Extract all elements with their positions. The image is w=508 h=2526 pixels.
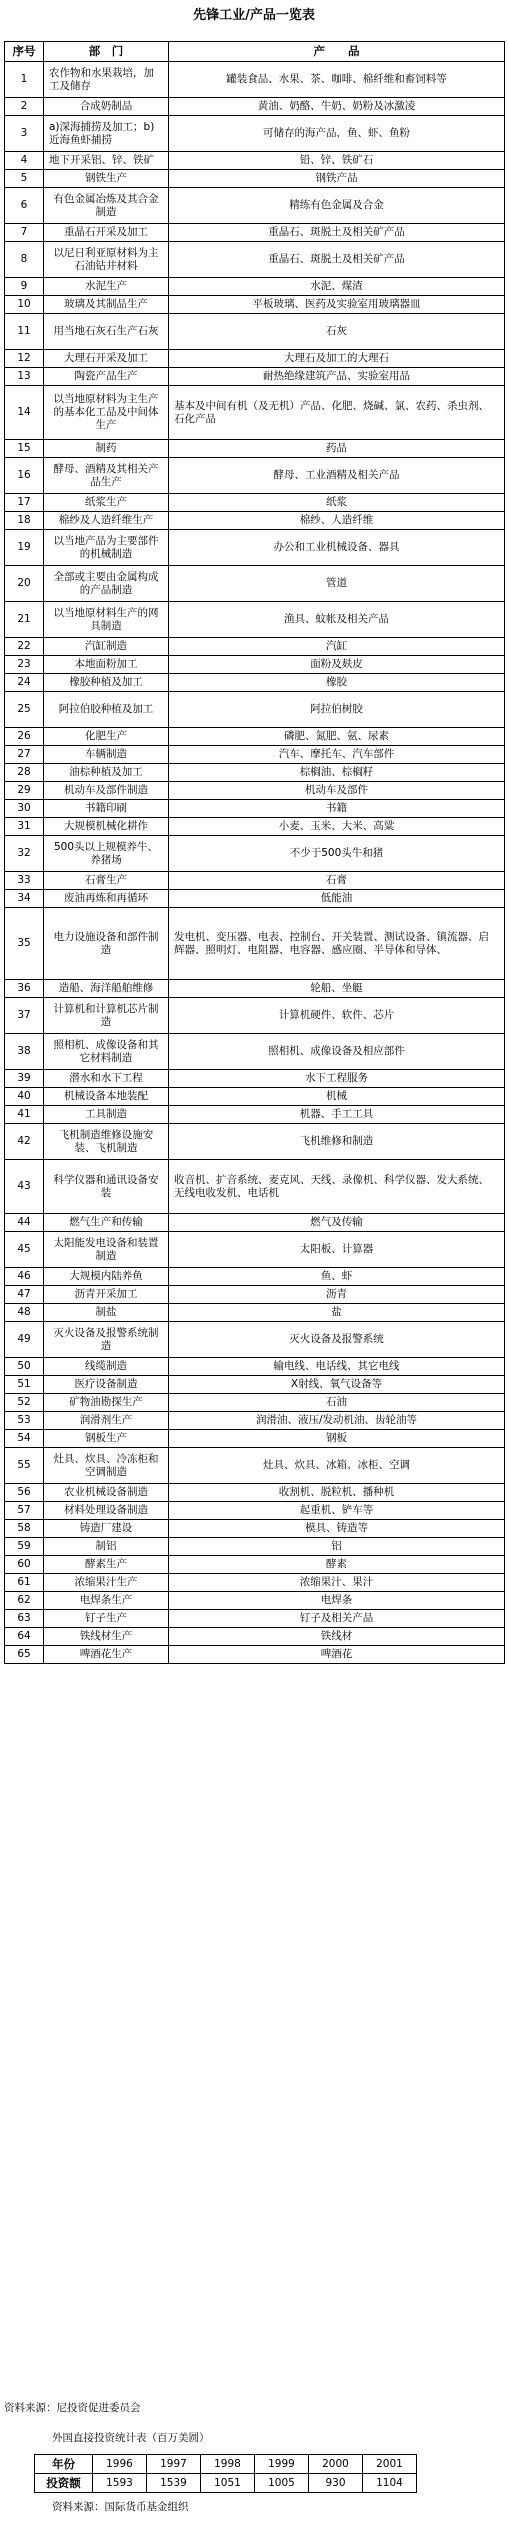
- fdi-value: 1593: [93, 2474, 147, 2493]
- row-number: 24: [5, 674, 44, 692]
- row-product: 鱼、虾: [169, 1268, 505, 1286]
- fdi-year: 1999: [255, 2455, 309, 2474]
- row-sector: 材料处理设备制造: [44, 1502, 169, 1520]
- row-sector: 以当地原材料生产的网具制造: [44, 602, 169, 638]
- row-number: 5: [5, 170, 44, 188]
- row-number: 56: [5, 1484, 44, 1502]
- row-product: 不少于500头牛和猪: [169, 836, 505, 872]
- row-sector: 机械设备本地装配: [44, 1088, 169, 1106]
- row-number: 58: [5, 1520, 44, 1538]
- row-product: 大理石及加工的大理石: [169, 350, 505, 368]
- row-number: 26: [5, 728, 44, 746]
- row-product: X射线、氧气设备等: [169, 1376, 505, 1394]
- row-sector: 造船、海洋船舶维修: [44, 980, 169, 998]
- fdi-year: 1998: [201, 2455, 255, 2474]
- row-number: 9: [5, 278, 44, 296]
- row-sector: 电力设施设备和部件制造: [44, 908, 169, 980]
- table-row: [5, 818, 505, 836]
- fdi-year: 1996: [93, 2455, 147, 2474]
- row-sector: 电焊条生产: [44, 1592, 169, 1610]
- row-product: 起重机、铲车等: [169, 1502, 505, 1520]
- row-number: 23: [5, 656, 44, 674]
- row-sector: 潜水和水下工程: [44, 1070, 169, 1088]
- row-product: 机械: [169, 1088, 505, 1106]
- row-sector: 书籍印刷: [44, 800, 169, 818]
- table-row: [5, 908, 505, 980]
- row-number: 62: [5, 1592, 44, 1610]
- row-product: 棉纱、人造纤维: [169, 512, 505, 530]
- row-sector: 灭火设备及报警系统制造: [44, 1322, 169, 1358]
- row-sector: 农业机械设备制造: [44, 1484, 169, 1502]
- row-sector: 以当地产品为主要部件的机械制造: [44, 530, 169, 566]
- row-number: 7: [5, 224, 44, 242]
- table-row: [5, 368, 505, 386]
- row-number: 39: [5, 1070, 44, 1088]
- fdi-value: 930: [309, 2474, 363, 2493]
- row-product: 汽缸: [169, 638, 505, 656]
- row-sector: 计算机和计算机芯片制造: [44, 998, 169, 1034]
- row-number: 44: [5, 1214, 44, 1232]
- row-sector: 车辆制造: [44, 746, 169, 764]
- row-product: 耐热绝缘建筑产品、实验室用品: [169, 368, 505, 386]
- table-row: [5, 1268, 505, 1286]
- row-sector: 铸造厂建设: [44, 1520, 169, 1538]
- row-number: 47: [5, 1286, 44, 1304]
- row-product: 收音机、扩音系统、麦克风、天线、录像机、科学仪器、发大系统、无线电收发机、电话机: [169, 1160, 505, 1214]
- row-sector: 大规模内陆养鱼: [44, 1268, 169, 1286]
- row-sector: 润滑剂生产: [44, 1412, 169, 1430]
- row-number: 4: [5, 152, 44, 170]
- table-row: [5, 116, 505, 152]
- table-row: [5, 1070, 505, 1088]
- row-number: 53: [5, 1412, 44, 1430]
- row-sector: 机动车及部件制造: [44, 782, 169, 800]
- table-row: [5, 98, 505, 116]
- table-row: [5, 1232, 505, 1268]
- header-sector: 部 门: [44, 42, 169, 62]
- table-row: [5, 674, 505, 692]
- row-product: 纸浆: [169, 494, 505, 512]
- row-sector: 制盐: [44, 1304, 169, 1322]
- row-sector: 重晶石开采及加工: [44, 224, 169, 242]
- table-row: [5, 872, 505, 890]
- row-number: 49: [5, 1322, 44, 1358]
- row-number: 28: [5, 764, 44, 782]
- row-number: 31: [5, 818, 44, 836]
- row-number: 20: [5, 566, 44, 602]
- row-sector: 工具制造: [44, 1106, 169, 1124]
- row-product: 输电线、电话线、其它电线: [169, 1358, 505, 1376]
- row-sector: 大规模机械化耕作: [44, 818, 169, 836]
- table-row: [5, 1034, 505, 1070]
- table-row: [5, 314, 505, 350]
- table-row: [5, 224, 505, 242]
- row-number: 42: [5, 1124, 44, 1160]
- row-number: 37: [5, 998, 44, 1034]
- table-row: [5, 1628, 505, 1646]
- row-number: 46: [5, 1268, 44, 1286]
- row-product: 石油: [169, 1394, 505, 1412]
- table-row: [5, 152, 505, 170]
- row-product: 啤酒花: [169, 1646, 505, 1664]
- table-row: [5, 386, 505, 440]
- row-sector: 燃气生产和传输: [44, 1214, 169, 1232]
- table-row: [5, 728, 505, 746]
- header-num: 序号: [5, 42, 44, 62]
- table-row: [5, 1484, 505, 1502]
- fdi-value: 1051: [201, 2474, 255, 2493]
- table-row: [5, 512, 505, 530]
- row-sector: 酵素生产: [44, 1556, 169, 1574]
- row-product: 浓缩果汁、果汁: [169, 1574, 505, 1592]
- header-product: 产 品: [169, 42, 505, 62]
- row-product: 盐: [169, 1304, 505, 1322]
- row-product: 罐装食品、水果、茶、咖啡、棉纤维和畜饲料等: [169, 62, 505, 98]
- row-product: 基本及中间有机（及无机）产品、化肥、烧碱、氯、农药、杀虫剂、石化产品: [169, 386, 505, 440]
- row-number: 15: [5, 440, 44, 458]
- row-product: 黄油、奶酪、牛奶、奶粉及冰激凌: [169, 98, 505, 116]
- fdi-value-header: 投资额: [35, 2474, 93, 2493]
- row-sector: 本地面粉加工: [44, 656, 169, 674]
- row-sector: 油棕种植及加工: [44, 764, 169, 782]
- row-product: 书籍: [169, 800, 505, 818]
- fdi-value-row: [35, 2474, 417, 2493]
- row-product: 石膏: [169, 872, 505, 890]
- row-number: 11: [5, 314, 44, 350]
- row-number: 64: [5, 1628, 44, 1646]
- table-row: [5, 836, 505, 872]
- row-number: 38: [5, 1034, 44, 1070]
- row-number: 13: [5, 368, 44, 386]
- row-product: 酵素: [169, 1556, 505, 1574]
- row-sector: 飞机制造维修设施安装、飞机制造: [44, 1124, 169, 1160]
- table-row: [5, 1286, 505, 1304]
- row-number: 14: [5, 386, 44, 440]
- row-sector: 啤酒花生产: [44, 1646, 169, 1664]
- row-product: 水泥、煤渣: [169, 278, 505, 296]
- row-number: 51: [5, 1376, 44, 1394]
- fdi-table-caption: 外国直接投资统计表（百万美圆）: [52, 2432, 210, 2444]
- table-row: [5, 278, 505, 296]
- table-row: [5, 170, 505, 188]
- fdi-table: [34, 2454, 417, 2493]
- row-product: 太阳板、计算器: [169, 1232, 505, 1268]
- row-number: 61: [5, 1574, 44, 1592]
- row-sector: 灶具、炊具、冷冻柜和空调制造: [44, 1448, 169, 1484]
- table-row: [5, 746, 505, 764]
- row-product: 收割机、脱粒机、播种机: [169, 1484, 505, 1502]
- table-row: [5, 1412, 505, 1430]
- table-row: [5, 566, 505, 602]
- row-product: 机器、手工工具: [169, 1106, 505, 1124]
- row-product: 重晶石、斑脱土及相关矿产品: [169, 242, 505, 278]
- table-row: [5, 530, 505, 566]
- table-row: [5, 764, 505, 782]
- row-sector: 玻璃及其制品生产: [44, 296, 169, 314]
- row-sector: 500头以上规模养牛、养猪场: [44, 836, 169, 872]
- fdi-value: 1539: [147, 2474, 201, 2493]
- table-row: [5, 782, 505, 800]
- row-product: 润滑油、液压/发动机油、齿轮油等: [169, 1412, 505, 1430]
- row-sector: 棉纱及人造纤维生产: [44, 512, 169, 530]
- row-number: 10: [5, 296, 44, 314]
- row-number: 16: [5, 458, 44, 494]
- row-sector: 照相机、成像设备和其它材料制造: [44, 1034, 169, 1070]
- row-sector: 医疗设备制造: [44, 1376, 169, 1394]
- table-row: [5, 656, 505, 674]
- row-sector: a)深海捕捞及加工；b)近海鱼虾捕捞: [44, 116, 169, 152]
- row-sector: 浓缩果汁生产: [44, 1574, 169, 1592]
- row-product: 飞机维修和制造: [169, 1124, 505, 1160]
- table-body: [5, 62, 505, 1664]
- row-product: 铁线材: [169, 1628, 505, 1646]
- table-row: [5, 1304, 505, 1322]
- row-sector: 橡胶种植及加工: [44, 674, 169, 692]
- table-row: [5, 1646, 505, 1664]
- table-row: [5, 62, 505, 98]
- row-product: 燃气及传输: [169, 1214, 505, 1232]
- row-number: 21: [5, 602, 44, 638]
- row-product: 钢铁产品: [169, 170, 505, 188]
- row-number: 30: [5, 800, 44, 818]
- row-number: 60: [5, 1556, 44, 1574]
- table-row: [5, 980, 505, 998]
- table-row: [5, 1106, 505, 1124]
- row-number: 41: [5, 1106, 44, 1124]
- row-sector: 合成奶制品: [44, 98, 169, 116]
- row-sector: 水泥生产: [44, 278, 169, 296]
- table-row: [5, 494, 505, 512]
- row-sector: 制铝: [44, 1538, 169, 1556]
- table-row: [5, 1394, 505, 1412]
- row-sector: 沥青开采加工: [44, 1286, 169, 1304]
- fdi-year: 2001: [363, 2455, 417, 2474]
- table-row: [5, 1214, 505, 1232]
- row-sector: 钢铁生产: [44, 170, 169, 188]
- row-number: 18: [5, 512, 44, 530]
- row-number: 12: [5, 350, 44, 368]
- row-sector: 有色金属冶炼及其合金制造: [44, 188, 169, 224]
- row-number: 25: [5, 692, 44, 728]
- row-sector: 纸浆生产: [44, 494, 169, 512]
- table-row: [5, 1376, 505, 1394]
- row-number: 50: [5, 1358, 44, 1376]
- row-product: 钢板: [169, 1430, 505, 1448]
- row-product: 棕榈油、棕榈籽: [169, 764, 505, 782]
- row-product: 磷肥、氮肥、氨、尿素: [169, 728, 505, 746]
- table-row: [5, 692, 505, 728]
- fdi-year: 1997: [147, 2455, 201, 2474]
- row-number: 17: [5, 494, 44, 512]
- row-sector: 大理石开采及加工: [44, 350, 169, 368]
- row-product: 重晶石、斑脱土及相关矿产品: [169, 224, 505, 242]
- row-product: 机动车及部件: [169, 782, 505, 800]
- fdi-year-row: [35, 2455, 417, 2474]
- row-sector: 汽缸制造: [44, 638, 169, 656]
- fdi-source-note: 资料来源：国际货币基金组织: [52, 2501, 189, 2513]
- row-product: 渔具、蚊帐及相关产品: [169, 602, 505, 638]
- row-sector: 全部或主要由金属构成的产品制造: [44, 566, 169, 602]
- row-number: 27: [5, 746, 44, 764]
- row-product: 灶具、炊具、冰箱、冰柜、空调: [169, 1448, 505, 1484]
- row-product: 石灰: [169, 314, 505, 350]
- source-note: 资料来源：尼投资促进委员会: [4, 2402, 141, 2414]
- row-number: 32: [5, 836, 44, 872]
- table-row: [5, 800, 505, 818]
- row-product: 模具、铸造等: [169, 1520, 505, 1538]
- row-product: 低能油: [169, 890, 505, 908]
- table-row: [5, 890, 505, 908]
- row-product: 面粉及麸皮: [169, 656, 505, 674]
- table-row: [5, 440, 505, 458]
- table-row: [5, 458, 505, 494]
- table-row: [5, 1358, 505, 1376]
- row-sector: 阿拉伯胶种植及加工: [44, 692, 169, 728]
- row-sector: 制药: [44, 440, 169, 458]
- row-sector: 废油再炼和再循环: [44, 890, 169, 908]
- row-sector: 化肥生产: [44, 728, 169, 746]
- row-product: 铅、锌、铁矿石: [169, 152, 505, 170]
- row-number: 55: [5, 1448, 44, 1484]
- row-sector: 酵母、酒精及其相关产品生产: [44, 458, 169, 494]
- row-number: 63: [5, 1610, 44, 1628]
- row-product: 发电机、变压器、电表、控制台、开关装置、测试设备、镇流器、启辉器、照明灯、电阻器、电容器、感应圈、半导体和导体、: [169, 908, 505, 980]
- row-number: 57: [5, 1502, 44, 1520]
- row-product: 电焊条: [169, 1592, 505, 1610]
- row-product: 小麦、玉米、大米、高粱: [169, 818, 505, 836]
- table-row: [5, 998, 505, 1034]
- row-product: 阿拉伯树胶: [169, 692, 505, 728]
- row-product: 轮船、坐艇: [169, 980, 505, 998]
- row-sector: 农作物和水果栽培，加工及储存: [44, 62, 169, 98]
- row-sector: 矿物油勘探生产: [44, 1394, 169, 1412]
- row-product: 水下工程服务: [169, 1070, 505, 1088]
- table-row: [5, 1124, 505, 1160]
- row-sector: 地下开采铝、锌、铁矿: [44, 152, 169, 170]
- row-product: 汽车、摩托车、汽车部件: [169, 746, 505, 764]
- row-product: 铝: [169, 1538, 505, 1556]
- table-row: [5, 1520, 505, 1538]
- row-number: 6: [5, 188, 44, 224]
- row-product: 橡胶: [169, 674, 505, 692]
- row-number: 48: [5, 1304, 44, 1322]
- table-row: [5, 1556, 505, 1574]
- row-number: 8: [5, 242, 44, 278]
- table-row: [5, 1088, 505, 1106]
- row-product: 酵母、工业酒精及相关产品: [169, 458, 505, 494]
- row-number: 34: [5, 890, 44, 908]
- row-sector: 线缆制造: [44, 1358, 169, 1376]
- row-sector: 陶瓷产品生产: [44, 368, 169, 386]
- table-row: [5, 1574, 505, 1592]
- table-row: [5, 1322, 505, 1358]
- row-number: 19: [5, 530, 44, 566]
- row-product: 可储存的海产品，鱼、虾、鱼粉: [169, 116, 505, 152]
- row-sector: 铁线材生产: [44, 1628, 169, 1646]
- row-number: 36: [5, 980, 44, 998]
- row-product: 药品: [169, 440, 505, 458]
- table-row: [5, 1430, 505, 1448]
- table-row: [5, 242, 505, 278]
- fdi-value: 1104: [363, 2474, 417, 2493]
- table-row: [5, 638, 505, 656]
- table-row: [5, 602, 505, 638]
- row-product: 灭火设备及报警系统: [169, 1322, 505, 1358]
- fdi-value: 1005: [255, 2474, 309, 2493]
- row-number: 22: [5, 638, 44, 656]
- row-product: 钉子及相关产品: [169, 1610, 505, 1628]
- table-row: [5, 1592, 505, 1610]
- page-title: 先锋工业/产品一览表: [193, 8, 315, 23]
- row-sector: 用当地石灰石生产石灰: [44, 314, 169, 350]
- row-number: 43: [5, 1160, 44, 1214]
- row-product: 计算机硬件、软件、芯片: [169, 998, 505, 1034]
- row-number: 1: [5, 62, 44, 98]
- table-header-row: [5, 42, 505, 62]
- row-sector: 以尼日利亚原材料为主石油钻井材料: [44, 242, 169, 278]
- row-sector: 石膏生产: [44, 872, 169, 890]
- table-row: [5, 1160, 505, 1214]
- row-product: 平板玻璃、医药及实验室用玻璃器皿: [169, 296, 505, 314]
- row-product: 管道: [169, 566, 505, 602]
- row-number: 35: [5, 908, 44, 980]
- table-row: [5, 1538, 505, 1556]
- row-number: 3: [5, 116, 44, 152]
- row-number: 29: [5, 782, 44, 800]
- row-number: 45: [5, 1232, 44, 1268]
- fdi-row-header: 年份: [35, 2455, 93, 2474]
- row-product: 精练有色金属及合金: [169, 188, 505, 224]
- row-number: 40: [5, 1088, 44, 1106]
- table-row: [5, 1448, 505, 1484]
- row-product: 沥青: [169, 1286, 505, 1304]
- table-row: [5, 296, 505, 314]
- row-number: 33: [5, 872, 44, 890]
- row-sector: 科学仪器和通讯设备安装: [44, 1160, 169, 1214]
- table-row: [5, 1502, 505, 1520]
- row-number: 65: [5, 1646, 44, 1664]
- row-number: 59: [5, 1538, 44, 1556]
- row-number: 54: [5, 1430, 44, 1448]
- row-sector: 钢板生产: [44, 1430, 169, 1448]
- row-sector: 钉子生产: [44, 1610, 169, 1628]
- pioneer-industry-table: [4, 41, 505, 1664]
- table-row: [5, 1610, 505, 1628]
- table-row: [5, 350, 505, 368]
- row-number: 2: [5, 98, 44, 116]
- table-row: [5, 188, 505, 224]
- row-sector: 以当地原材料为主生产的基本化工品及中间体生产: [44, 386, 169, 440]
- row-number: 52: [5, 1394, 44, 1412]
- row-product: 办公和工业机械设备、器具: [169, 530, 505, 566]
- row-sector: 太阳能发电设备和装置制造: [44, 1232, 169, 1268]
- row-product: 照相机、成像设备及相应部件: [169, 1034, 505, 1070]
- fdi-year: 2000: [309, 2455, 363, 2474]
